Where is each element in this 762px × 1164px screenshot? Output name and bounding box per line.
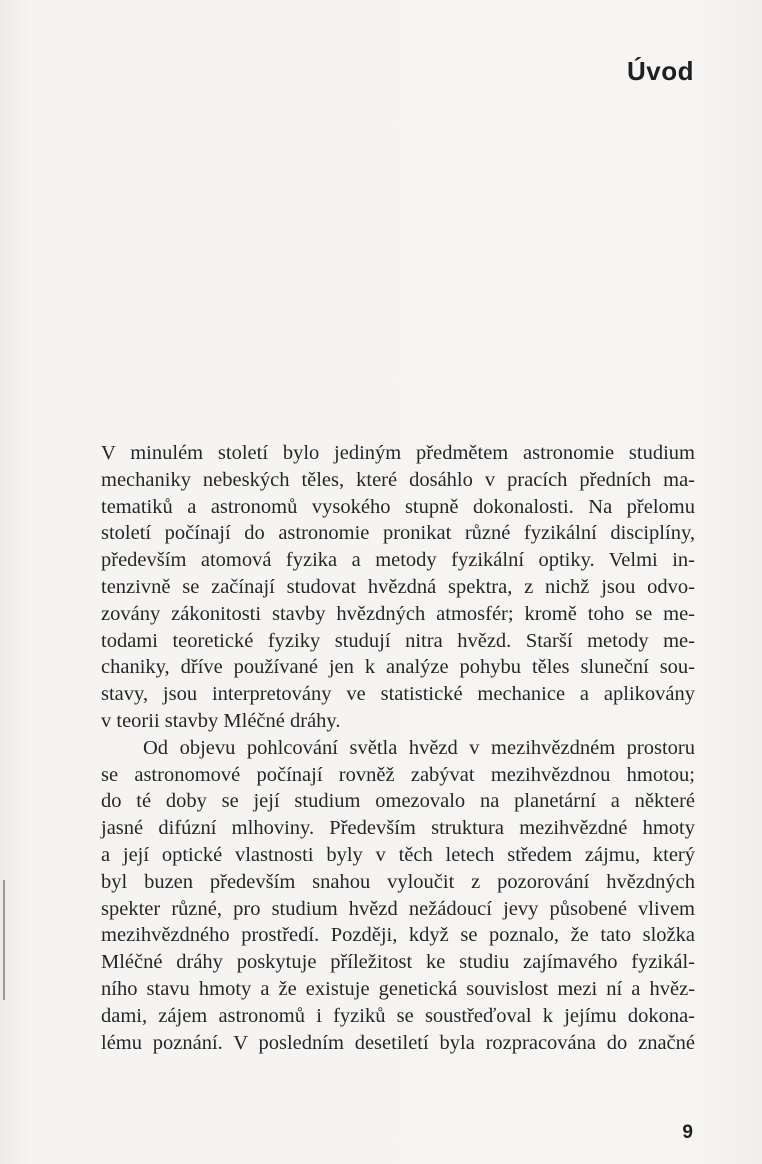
text-line: Od objevu pohlcování světla hvězd v mezihvězdném prostoru [143, 736, 695, 759]
body-text [101, 440, 695, 1056]
text-line: jasné difúzní mlhoviny. Především struktura mezihvězdné hmoty [101, 817, 695, 840]
text-line: lému poznání. V posledním desetiletí byla rozpracována do značné [101, 1031, 695, 1054]
text-line: a její optické vlastnosti byly v těch letech středem zájmu, který [101, 843, 695, 866]
text-line: dami, zájem astronomů i fyziků se soustřeďoval k jejímu dokona- [101, 1004, 695, 1027]
text-line: chaniky, dříve používané jen k analýze pohybu těles sluneční sou- [101, 656, 695, 679]
text-line: todami teoretické fyziky studují nitra hvězd. Starší metody me- [101, 629, 695, 652]
text-line: byl buzen především snahou vyloučit z pozorování hvězdných [101, 870, 695, 893]
chapter-title: Úvod [627, 56, 694, 86]
text-line: tenzivně se začínají studovat hvězdná spektra, z nichž jsou odvo- [101, 575, 695, 598]
paragraph-1 [101, 440, 695, 735]
paragraph-2 [101, 735, 695, 1057]
text-line: spekter různé, pro studium hvězd nežádoucí jevy působené vlivem [101, 897, 695, 920]
text-line: zovány zákonitosti stavby hvězdných atmosfér; kromě toho se me- [101, 602, 695, 625]
text-line: se astronomové počínají rovněž zabývat mezihvězdnou hmotou; [101, 763, 695, 786]
text-line: stavy, jsou interpretovány ve statistické mechanice a aplikovány [101, 683, 695, 706]
text-line: ního stavu hmoty a že existuje genetická souvislost mezi ní a hvěz- [101, 977, 695, 1000]
text-line: V minulém století bylo jediným předmětem astronomie studium [101, 442, 695, 464]
text-line: v teorii stavby Mléčné dráhy. [101, 709, 341, 732]
text-line: především atomová fyzika a metody fyzikální optiky. Velmi in- [101, 549, 695, 572]
text-line: do té doby se její studium omezovalo na planetární a některé [101, 790, 695, 813]
text-line: Mléčné dráhy poskytuje příležitost ke studiu zajímavého fyzikál- [101, 951, 695, 974]
text-line: mezihvězdného prostředí. Později, když se poznalo, že tato složka [101, 924, 695, 947]
page-number: 9 [682, 1122, 693, 1143]
text-line: století počínají do astronomie pronikat různé fyzikální disciplíny, [101, 522, 695, 545]
text-line: mechaniky nebeských těles, které dosáhlo v pracích předních ma- [101, 468, 695, 491]
text-line: tematiků a astronomů vysokého stupně dokonalosti. Na přelomu [101, 495, 695, 518]
binding-shadow [3, 880, 5, 1000]
